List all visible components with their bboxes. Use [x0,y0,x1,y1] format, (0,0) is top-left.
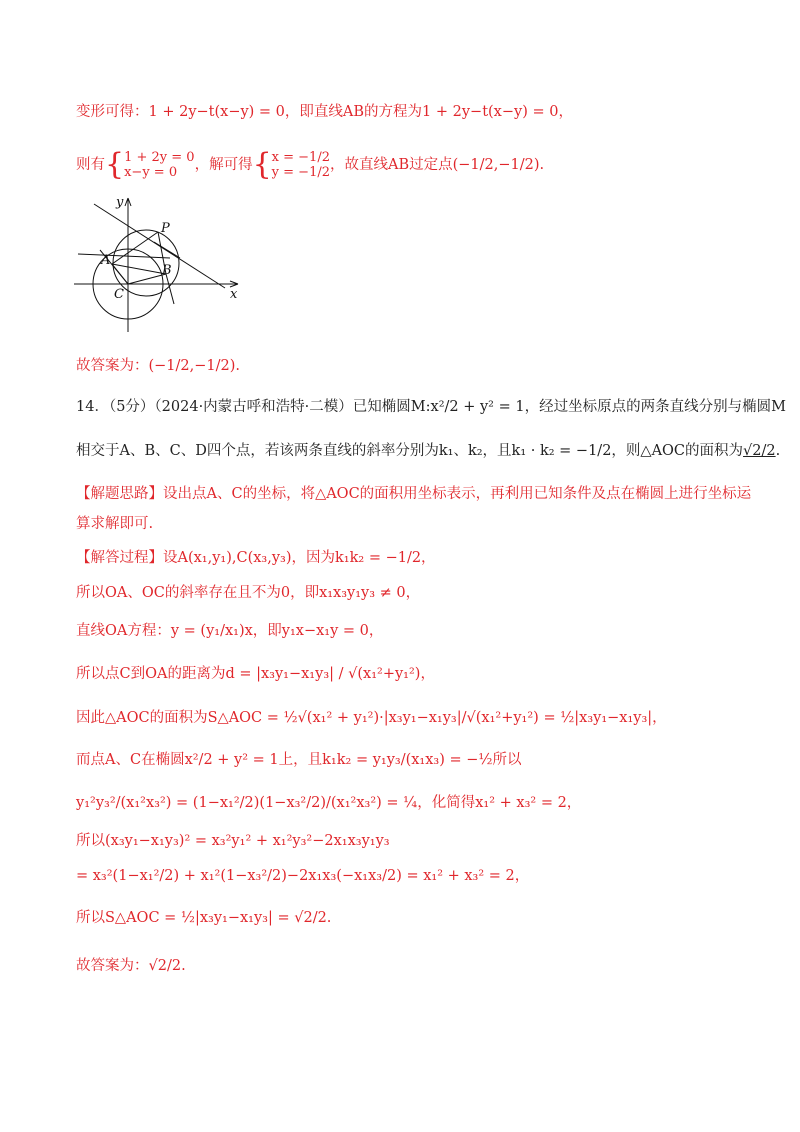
point-C-label: C [114,287,124,302]
process-line-5: 因此△AOC的面积为S△AOC = ½√(x₁² + y₁²)·|x₃y₁−x₁y₃|/√(x₁²+y₁²) = ½|x₃y₁−x₁y₃|， [76,710,667,726]
process-line-8: 所以(x₃y₁−x₁y₃)² = x₃²y₁² + x₁²y₃²−2x₁x₃y₁y₃ [76,833,390,849]
process-line-4: 所以点C到OA的距离为d = |x₃y₁−x₁y₃| / √(x₁²+y₁²)， [76,666,435,682]
line2-suffix: ，故直线AB过定点(−1/2,−1/2). [330,157,545,173]
system2-row1: x = −1/2 [271,150,330,165]
derivation-line-1: 变形可得：1 + 2y−t(x−y) = 0，即直线AB的方程为1 + 2y−t(x−y) = 0， [76,104,573,120]
final-answer-line: 故答案为：√2/2. [76,958,186,974]
equation-system-2 [272,150,330,180]
question-14-end: . [775,443,781,459]
line2-mid: ，解可得 [194,157,253,173]
system2-row2: y = −1/2 [271,165,330,180]
geometry-figure [70,192,250,342]
question-14-line-2 [76,441,780,461]
system1-row1: 1 + 2y = 0 [124,150,195,165]
process-line-2: 所以OA、OC的斜率存在且不为0，即x₁x₃y₁y₃ ≠ 0， [76,585,421,601]
answer-line-13: 故答案为：(−1/2,−1/2). [76,358,241,374]
process-line-1: 【解答过程】设A(x₁,y₁),C(x₃,y₃)，因为k₁k₂ = −1/2， [76,550,436,566]
process-line-9: = x₃²(1−x₁²/2) + x₁²(1−x₃²/2)−2x₁x₃(−x₁x₃/2) = x₁² + x₃² = 2， [76,868,530,884]
question-14-line-1: 14．（5分）（2024·内蒙古呼和浩特·二模）已知椭圆M:x²/2 + y² = 1，经过坐标原点的两条直线分别与椭圆M [76,399,786,415]
equation-system-1 [124,150,194,180]
solution-idea-line-1: 【解题思路】设出点A、C的坐标，将△AOC的面积用坐标表示，再利用已知条件及点在椭圆上进行坐标运 [76,486,752,502]
point-B-label: B [162,263,172,278]
question-14-text: 相交于A、B、C、D四个点，若该两条直线的斜率分别为k₁、k₂，且k₁ · k₂ = −1/2，则△AOC的面积为 [76,443,744,459]
derivation-line-2: 则有{ 1 + 2y = 0 x−y = 0 ，解可得{ x = −1/2 y = −1/2 ，故直线AB过定点(−1/2,−1/2). [76,147,545,182]
point-P-label: P [161,221,170,236]
process-line-7: y₁²y₃²/(x₁²x₃²) = (1−x₁²/2)(1−x₃²/2)/(x₁²x₃²) = ¼，化简得x₁² + x₃² = 2， [76,795,582,811]
point-A-label: A [101,253,111,268]
system1-row2: x−y = 0 [124,165,178,180]
line2-prefix: 则有 [76,157,105,173]
process-line-6: 而点A、C在椭圆x²/2 + y² = 1上，且k₁k₂ = y₁y₃/(x₁x₃) = −½所以 [76,752,522,768]
y-label: y [116,195,124,210]
answer-blank: √2/2 [743,443,776,459]
x-label: x [230,287,238,302]
process-line-10: 所以S△AOC = ½|x₃y₁−x₁y₃| = √2/2. [76,910,332,926]
solution-idea-line-2: 算求解即可. [76,516,154,532]
process-line-3: 直线OA方程：y = (y₁/x₁)x，即y₁x−x₁y = 0， [76,623,384,639]
